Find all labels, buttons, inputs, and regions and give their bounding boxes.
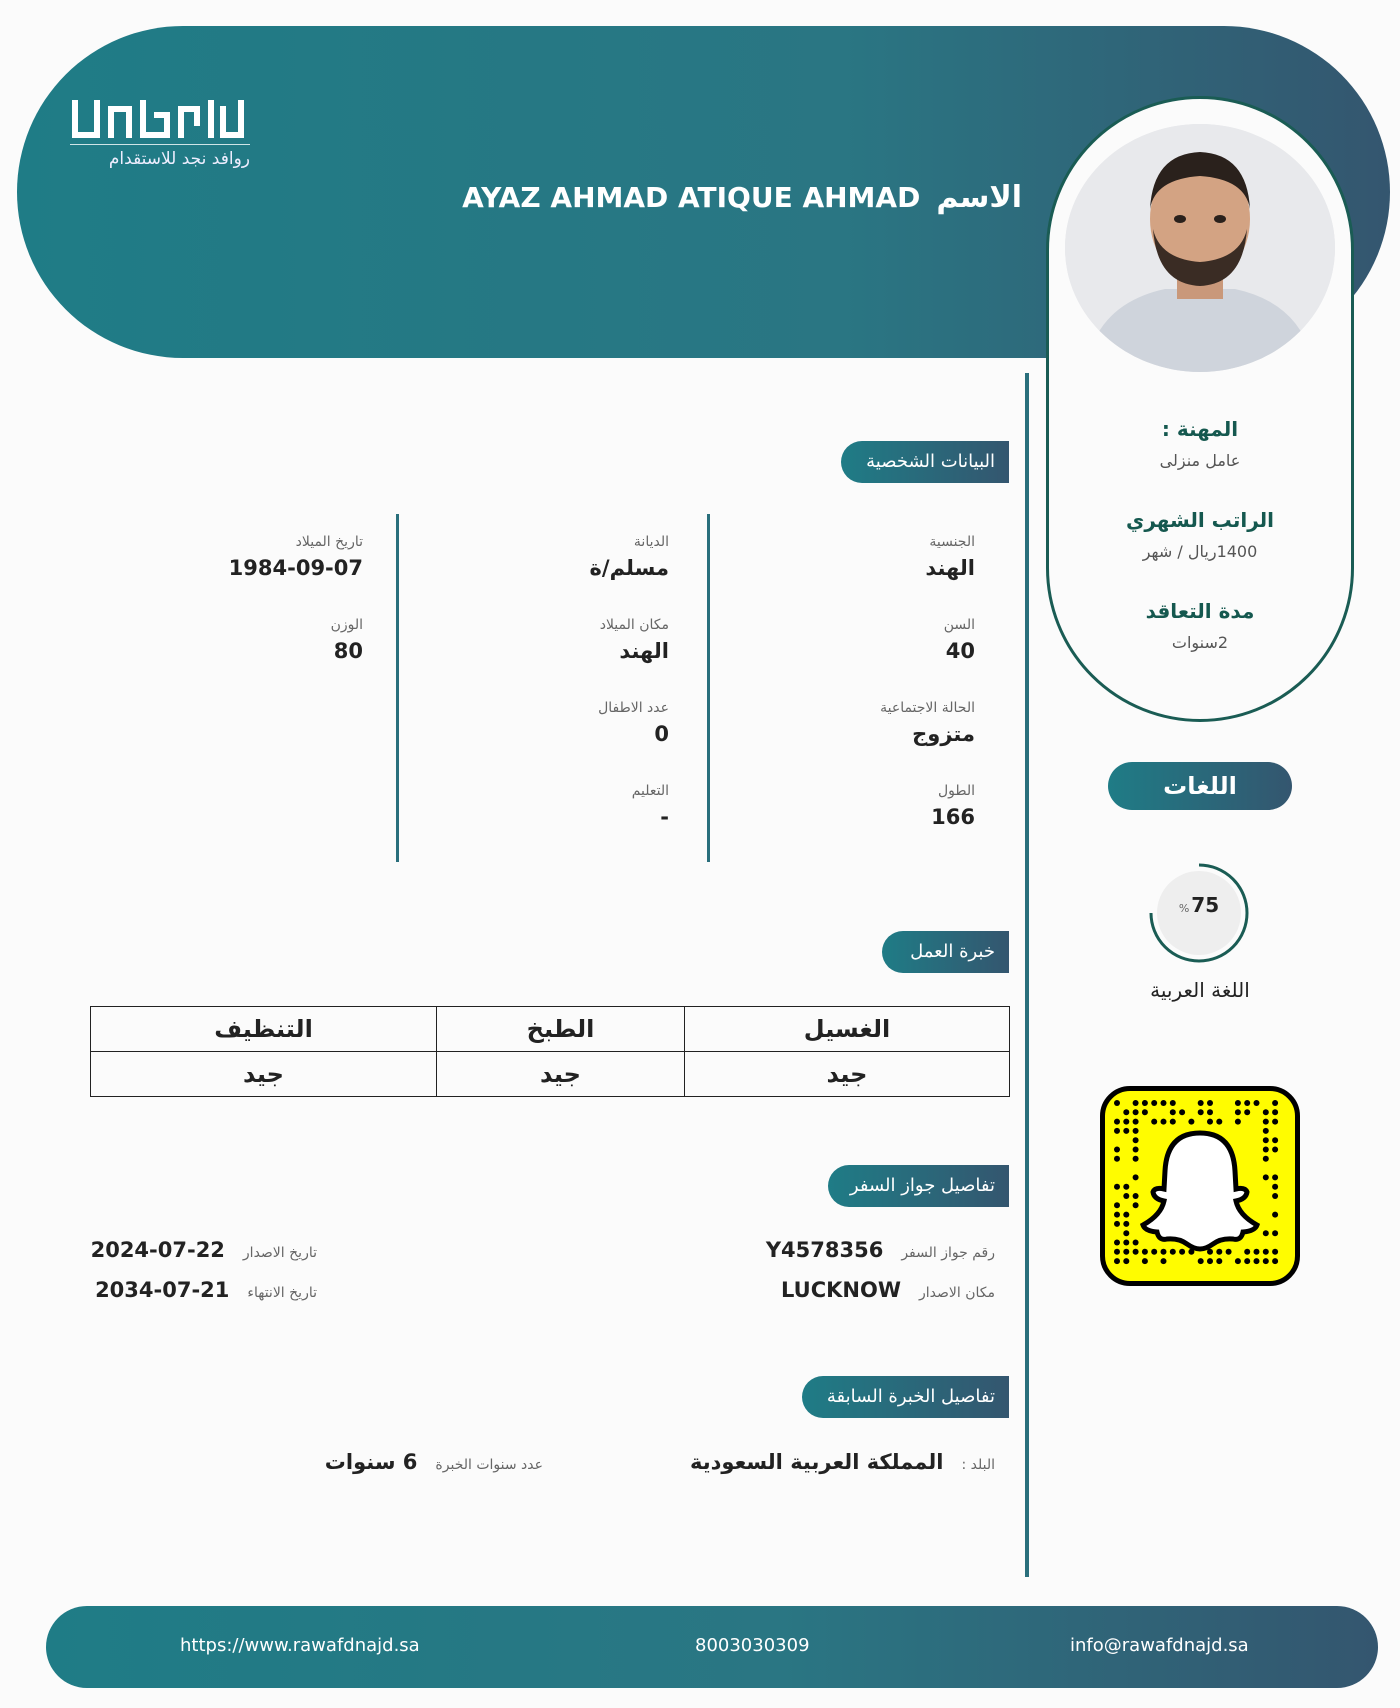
snapcode-dot <box>1198 1100 1204 1106</box>
education-label: التعليم <box>631 783 669 799</box>
table-row <box>91 1007 1010 1052</box>
snapcode-dot <box>1272 1119 1278 1125</box>
footer-email-link[interactable]: info@rawafdnajd.sa <box>1070 1635 1249 1656</box>
weight-field <box>331 617 363 663</box>
snapcode-dot <box>1235 1109 1241 1115</box>
snapcode-dot <box>1263 1258 1269 1264</box>
snapcode-dot <box>1123 1109 1129 1115</box>
salary-label: الراتب الشهري <box>1126 508 1274 532</box>
snapcode-dot <box>1123 1128 1129 1134</box>
snapcode-dot <box>1272 1174 1278 1180</box>
snapcode-dot <box>1263 1119 1269 1125</box>
religion-field <box>590 534 669 580</box>
snapcode-dot <box>1272 1184 1278 1190</box>
snapcode-dot <box>1244 1258 1250 1264</box>
snapcode-dot <box>1170 1100 1176 1106</box>
snapcode-dot <box>1114 1184 1120 1190</box>
age-value: 40 <box>945 639 975 663</box>
passport-issue-value: 2024-07-22 <box>90 1238 225 1262</box>
height-field <box>931 783 975 829</box>
nationality-field <box>925 534 975 580</box>
snapcode-dot <box>1161 1249 1167 1255</box>
snapcode-dot <box>1272 1249 1278 1255</box>
profession-block <box>1046 417 1354 470</box>
snapcode-dot <box>1123 1240 1129 1246</box>
table-row <box>91 1052 1010 1097</box>
snapcode-dot <box>1207 1119 1213 1125</box>
snapcode-dot <box>1272 1230 1278 1236</box>
snapcode-dot <box>1133 1240 1139 1246</box>
religion-value: مسلم/ة <box>589 556 669 580</box>
snapcode-dot <box>1161 1119 1167 1125</box>
timeline-line <box>1025 373 1029 1577</box>
snapcode-dot <box>1142 1109 1148 1115</box>
country-row <box>690 1450 995 1474</box>
contract-value: 2سنوات <box>1171 633 1229 652</box>
age-field <box>944 617 975 663</box>
education-value: - <box>660 805 669 829</box>
snapcode-dot <box>1207 1109 1213 1115</box>
name-label: الاسم <box>936 180 1022 215</box>
logo-subtitle: روافد نجد للاستقدام <box>108 149 250 169</box>
person-photo-icon <box>1065 124 1335 372</box>
snapcode-dot <box>1263 1156 1269 1162</box>
snapcode-dot <box>1254 1100 1260 1106</box>
language-name: اللغة العربية <box>1150 978 1250 1002</box>
passport-issue-label: تاريخ الاصدار <box>242 1245 317 1261</box>
table-cell: جيد <box>91 1052 437 1097</box>
snapcode-dot <box>1142 1258 1148 1264</box>
gauge-value: 75 <box>1191 893 1220 917</box>
snapcode-dot <box>1123 1119 1129 1125</box>
children-value: 0 <box>654 722 669 746</box>
snapcode-dot <box>1133 1128 1139 1134</box>
weight-label: الوزن <box>330 617 363 633</box>
snapcode-dot <box>1142 1100 1148 1106</box>
snapcode-dot <box>1123 1230 1129 1236</box>
column-divider <box>707 514 710 862</box>
snapcode-dot <box>1263 1147 1269 1153</box>
snapcode-dot <box>1133 1156 1139 1162</box>
snapcode-dot <box>1133 1119 1139 1125</box>
snapcode-dot <box>1272 1147 1278 1153</box>
snapcode-dot <box>1133 1202 1139 1208</box>
snapcode-dot <box>1151 1100 1157 1106</box>
snapcode-dot <box>1170 1109 1176 1115</box>
experience-table <box>90 1006 1010 1097</box>
passport-place-row <box>781 1278 995 1302</box>
table-cell: جيد <box>685 1052 1010 1097</box>
height-value: 166 <box>931 805 975 829</box>
salary-block <box>1046 508 1354 561</box>
weight-value: 80 <box>333 639 363 663</box>
snapcode-dot <box>1272 1193 1278 1199</box>
snapcode-dot <box>1235 1258 1241 1264</box>
snapcode-dot <box>1272 1137 1278 1143</box>
snapcode-dot <box>1142 1249 1148 1255</box>
name-row <box>462 180 1022 215</box>
snapcode-dot <box>1114 1128 1120 1134</box>
height-label: الطول <box>937 783 975 799</box>
snapchat-ghost-icon <box>1105 1091 1295 1281</box>
snapcode-dot <box>1161 1100 1167 1106</box>
passport-place-value: LUCKNOW <box>781 1278 901 1302</box>
snapcode-dot <box>1216 1258 1222 1264</box>
table-cell: جيد <box>437 1052 685 1097</box>
gauge-text <box>1144 893 1254 917</box>
footer-website-link[interactable]: https://www.rawafdnajd.sa <box>180 1635 420 1656</box>
contract-label: مدة التعاقد <box>1145 599 1255 623</box>
snapcode-dot <box>1179 1249 1185 1255</box>
snapcode-dot <box>1198 1258 1204 1264</box>
snapcode-dot <box>1272 1258 1278 1264</box>
snapcode-dot <box>1226 1249 1232 1255</box>
snapcode-dot <box>1244 1249 1250 1255</box>
nationality-label: الجنسية <box>929 534 975 550</box>
snapcode-dot <box>1216 1249 1222 1255</box>
age-label: السن <box>943 617 975 633</box>
passport-expiry-row <box>95 1278 317 1302</box>
years-value: 6 سنوات <box>324 1450 418 1474</box>
snapcode-dot <box>1263 1174 1269 1180</box>
snapcode-dot <box>1123 1212 1129 1218</box>
logo-divider <box>70 144 250 145</box>
prev-experience-section-title: تفاصيل الخبرة السابقة <box>802 1376 1009 1418</box>
name-value: AYAZ AHMAD ATIQUE AHMAD <box>462 181 921 214</box>
passport-issue-row <box>91 1238 317 1262</box>
snapcode-dot <box>1216 1119 1222 1125</box>
passport-expiry-label: تاريخ الانتهاء <box>247 1285 317 1301</box>
children-field <box>598 700 669 746</box>
snapcode-dot <box>1272 1212 1278 1218</box>
snapcode-dot <box>1114 1100 1120 1106</box>
birthplace-field <box>600 617 669 663</box>
country-label: البلد : <box>961 1457 995 1473</box>
snapcode-dot <box>1235 1119 1241 1125</box>
passport-number-row <box>766 1238 995 1262</box>
table-header-cell: الطبخ <box>437 1007 685 1052</box>
snapcode-dot <box>1170 1119 1176 1125</box>
passport-number-value: Y4578356 <box>765 1238 884 1262</box>
birthdate-field <box>229 534 363 580</box>
country-value: المملكة العربية السعودية <box>690 1450 944 1474</box>
snapcode-dot <box>1244 1109 1250 1115</box>
snapcode-dot <box>1161 1258 1167 1264</box>
snapcode-dot <box>1188 1119 1194 1125</box>
years-row <box>325 1450 543 1474</box>
birthplace-value: الهند <box>619 639 669 663</box>
snapcode-dot <box>1272 1109 1278 1115</box>
logo-mark-icon <box>70 96 250 142</box>
snapcode-dot <box>1114 1221 1120 1227</box>
snapcode-dot <box>1114 1119 1120 1125</box>
languages-title: اللغات <box>1108 762 1292 810</box>
salary-value: 1400ريال / شهر <box>1142 542 1258 561</box>
passport-place-label: مكان الاصدار <box>919 1285 995 1301</box>
snapcode-dot <box>1114 1212 1120 1218</box>
profession-value: عامل منزلى <box>1159 451 1241 470</box>
snapcode-dot <box>1179 1109 1185 1115</box>
passport-expiry-value: 2034-07-21 <box>95 1278 230 1302</box>
snapcode-dot <box>1272 1100 1278 1106</box>
snapcode-dot <box>1133 1100 1139 1106</box>
snapcode-dot <box>1114 1147 1120 1153</box>
snapcode[interactable] <box>1100 1086 1300 1286</box>
snapcode-dot <box>1263 1230 1269 1236</box>
snapcode-dot <box>1151 1249 1157 1255</box>
table-header-cell: التنظيف <box>91 1007 437 1052</box>
snapcode-dot <box>1254 1258 1260 1264</box>
nationality-value: الهند <box>925 556 975 580</box>
marital-label: الحالة الاجتماعية <box>880 700 975 716</box>
snapcode-dot <box>1263 1128 1269 1134</box>
brand-logo <box>70 96 250 169</box>
religion-label: الديانة <box>633 534 669 550</box>
passport-number-label: رقم جواز السفر <box>901 1245 995 1261</box>
footer-phone[interactable]: 8003030309 <box>695 1635 810 1656</box>
snapcode-dot <box>1123 1193 1129 1199</box>
experience-section-title: خبرة العمل <box>882 931 1009 973</box>
years-label: عدد سنوات الخبرة <box>435 1457 543 1473</box>
children-label: عدد الاطفال <box>598 700 669 716</box>
snapcode-dot <box>1151 1119 1157 1125</box>
snapcode-dot <box>1133 1147 1139 1153</box>
table-header-cell: الغسيل <box>685 1007 1010 1052</box>
snapcode-dot <box>1207 1100 1213 1106</box>
snapcode-dot <box>1254 1249 1260 1255</box>
snapcode-dot <box>1114 1240 1120 1246</box>
marital-value: متزوج <box>912 722 975 746</box>
snapcode-dot <box>1114 1202 1120 1208</box>
birthplace-label: مكان الميلاد <box>599 617 669 633</box>
snapcode-dot <box>1235 1100 1241 1106</box>
passport-section-title: تفاصيل جواز السفر <box>828 1165 1009 1207</box>
birthdate-label: تاريخ الميلاد <box>295 534 363 550</box>
snapcode-dot <box>1133 1137 1139 1143</box>
snapcode-dot <box>1123 1258 1129 1264</box>
snapcode-dot <box>1133 1109 1139 1115</box>
contract-block <box>1046 599 1354 652</box>
snapcode-dot <box>1133 1249 1139 1255</box>
snapcode-dot <box>1133 1174 1139 1180</box>
snapcode-dot <box>1114 1258 1120 1264</box>
column-divider <box>396 514 399 862</box>
snapcode-dot <box>1133 1193 1139 1199</box>
snapcode-dot <box>1207 1258 1213 1264</box>
snapcode-dot <box>1263 1109 1269 1115</box>
snapcode-dot <box>1198 1109 1204 1115</box>
snapcode-dot <box>1114 1156 1120 1162</box>
percent-sign: % <box>1178 902 1190 915</box>
education-field <box>632 783 669 829</box>
marital-field <box>880 700 975 746</box>
personal-section-title: البيانات الشخصية <box>841 441 1009 483</box>
snapcode-dot <box>1123 1249 1129 1255</box>
person-photo <box>1065 124 1335 372</box>
profession-label: المهنة : <box>1161 417 1239 441</box>
snapcode-dot <box>1263 1249 1269 1255</box>
snapcode-dot <box>1123 1184 1129 1190</box>
snapcode-dot <box>1263 1137 1269 1143</box>
birthdate-value: 1984-09-07 <box>228 556 363 580</box>
snapcode-dot <box>1123 1221 1129 1227</box>
snapcode-dot <box>1114 1249 1120 1255</box>
snapcode-dot <box>1170 1249 1176 1255</box>
snapcode-dot <box>1244 1100 1250 1106</box>
